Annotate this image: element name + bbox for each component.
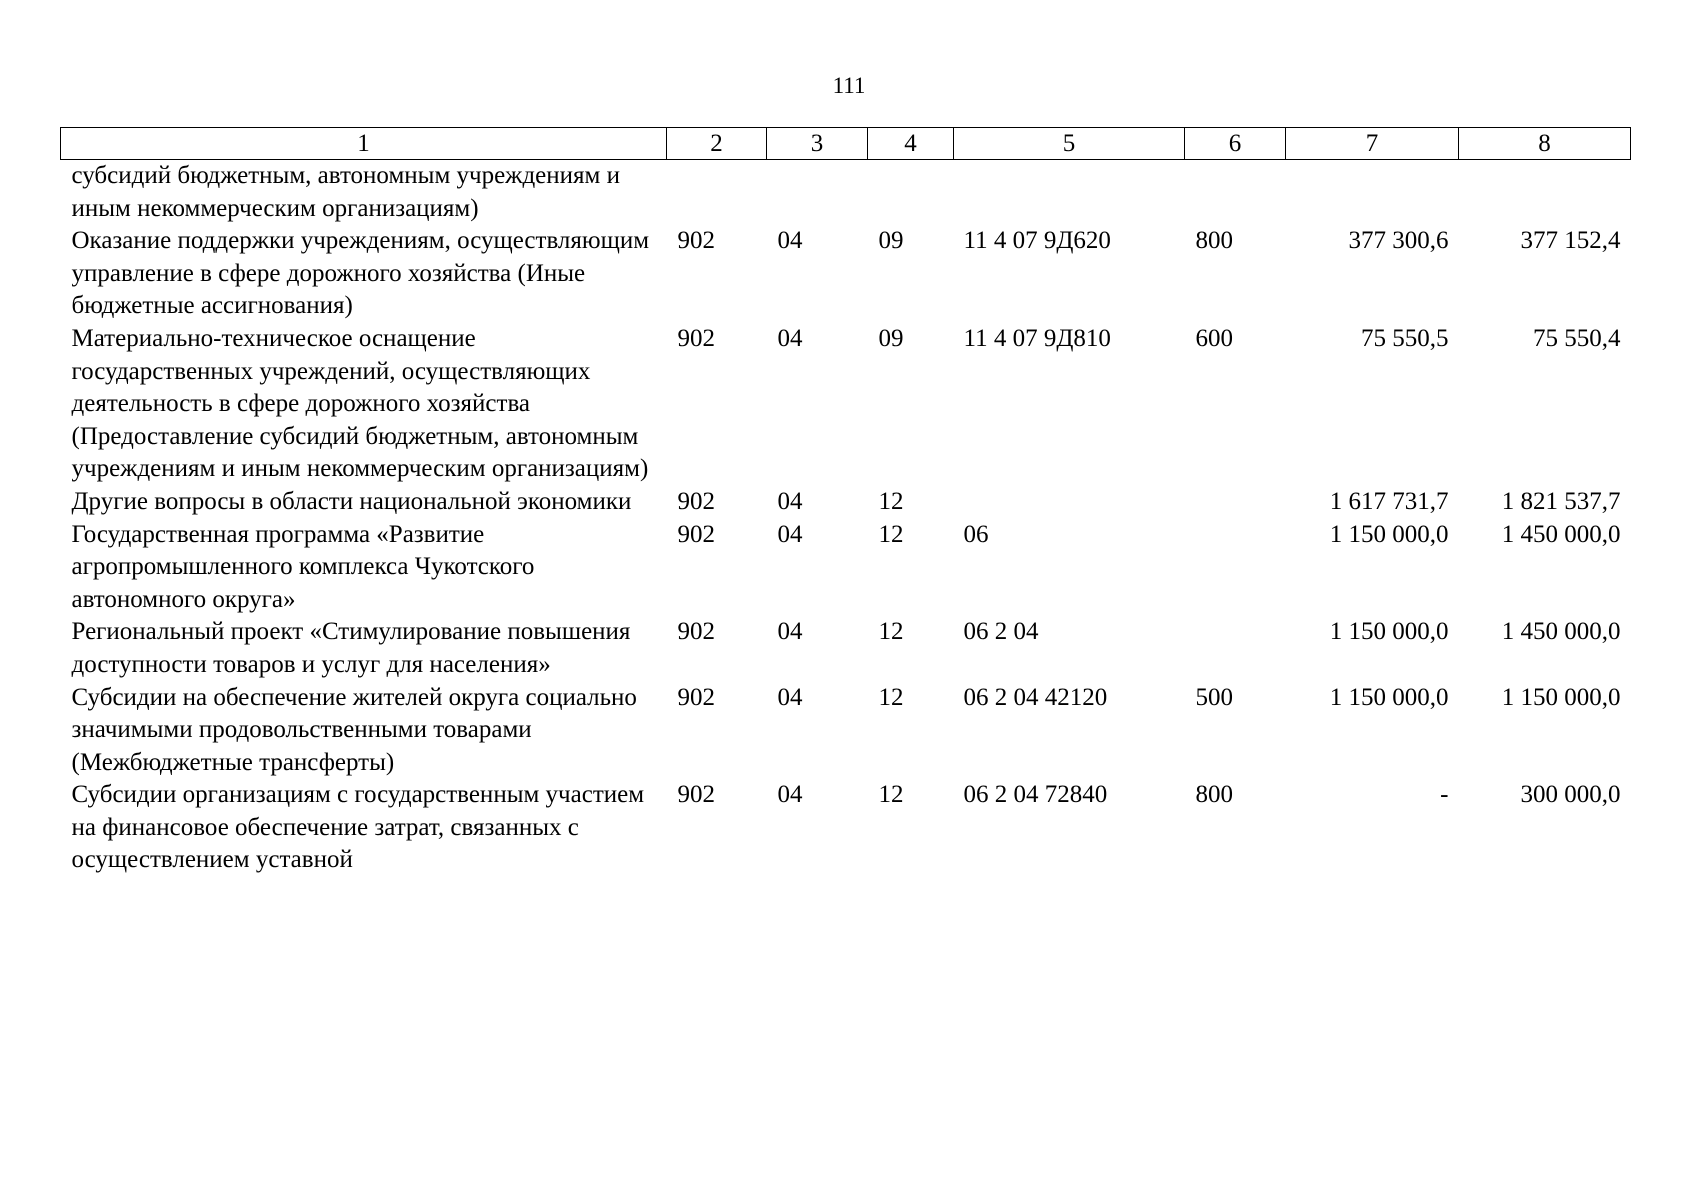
cell-c3: 04 [777,618,803,646]
cell-c6 [1185,616,1286,681]
table-row [61,486,1631,519]
cell-c3 [767,160,868,226]
cell-c5: 06 2 04 42120 [963,683,1108,711]
column-header: 7 [1286,128,1459,160]
cell-c4: 12 [878,520,904,548]
cell-c4: 09 [878,227,904,255]
column-header: 2 [667,128,767,160]
table-row [61,519,1631,617]
table-row [61,323,1631,486]
cell-c8: 1 821 537,7 [1501,487,1621,515]
cell-c4: 12 [878,683,904,711]
table-row [61,160,1631,226]
cell-c2: 902 [677,324,715,352]
cell-c7: 1 617 731,7 [1329,487,1449,515]
table-row [61,225,1631,323]
cell-c7 [1286,160,1459,226]
cell-c5: 06 [963,520,989,548]
cell-c6 [1185,519,1286,617]
cell-c4 [868,160,954,226]
cell-c8 [1459,160,1631,226]
cell-c3: 04 [777,781,803,809]
table-row [61,682,1631,780]
cell-c5 [954,486,1185,519]
column-header: 6 [1185,128,1286,160]
table-row [61,779,1631,877]
row-name: субсидий бюджетным, автономным учреждениям и иным некоммерческим организациям) [71,162,620,222]
cell-c7: 377 300,6 [1348,227,1449,255]
cell-c3: 04 [777,683,803,711]
row-name: Государственная программа «Развитие агропромышленного комплекса Чукотского автономного округа» [71,520,535,613]
cell-c6 [1185,486,1286,519]
cell-c8: 1 450 000,0 [1501,618,1621,646]
cell-c5: 06 2 04 [963,618,1039,646]
cell-c7: 1 150 000,0 [1329,683,1449,711]
cell-c2 [667,160,767,226]
cell-c5: 11 4 07 9Д620 [963,227,1111,255]
cell-c3: 04 [777,520,803,548]
table-row [61,616,1631,681]
cell-c6: 800 [1195,781,1233,809]
cell-c2: 902 [677,227,715,255]
row-name: Субсидии организациям с государственным участием на финансовое обеспечение затрат, связанных с осуществлением уставной [71,781,645,874]
cell-c2: 902 [677,618,715,646]
cell-c3: 04 [777,487,803,515]
cell-c6: 500 [1195,683,1233,711]
column-header: 4 [868,128,954,160]
row-name: Другие вопросы в области национальной экономики [71,487,632,515]
cell-c5 [954,160,1185,226]
cell-c8: 75 550,4 [1533,324,1621,352]
column-header: 1 [61,128,667,160]
row-name: Субсидии на обеспечение жителей округа социально значимыми продовольственными товарами (Межбюджетные трансферты) [71,683,637,776]
cell-c4: 09 [878,324,904,352]
cell-c8: 1 450 000,0 [1501,520,1621,548]
cell-c3: 04 [777,324,803,352]
cell-c6: 600 [1195,324,1233,352]
cell-c2: 902 [677,683,715,711]
column-header: 5 [954,128,1185,160]
row-name: Региональный проект «Стимулирование повышения доступности товаров и услуг для населения» [71,618,631,678]
cell-c5: 06 2 04 72840 [963,781,1108,809]
row-name: Материально-техническое оснащение государственных учреждений, осуществляющих деятельность в сфере дорожного хозяйства (Предоставление субсидий бюджетным, автономным учреждениям и иным некоммерческим организациям) [71,324,649,483]
cell-c2: 902 [677,781,715,809]
cell-c8: 1 150 000,0 [1501,683,1621,711]
cell-c7: - [1440,781,1449,809]
cell-c2: 902 [677,487,715,515]
cell-c2: 902 [677,520,715,548]
cell-c6 [1185,160,1286,226]
cell-c5: 11 4 07 9Д810 [963,324,1111,352]
cell-c3: 04 [777,227,803,255]
budget-table [60,127,1631,877]
cell-c4: 12 [878,618,904,646]
cell-c8: 300 000,0 [1520,781,1621,809]
cell-c7: 1 150 000,0 [1329,520,1449,548]
cell-c4: 12 [878,487,904,515]
row-name: Оказание поддержки учреждениям, осуществляющим управление в сфере дорожного хозяйства (Иные бюджетные ассигнования) [71,227,650,320]
cell-c4: 12 [878,781,904,809]
table-header-row [61,128,1631,160]
cell-c7: 1 150 000,0 [1329,618,1449,646]
column-header: 3 [767,128,868,160]
cell-c8: 377 152,4 [1520,227,1621,255]
cell-c7: 75 550,5 [1361,324,1449,352]
cell-c6: 800 [1195,227,1233,255]
column-header: 8 [1459,128,1631,160]
page-number: 111 [832,73,866,98]
